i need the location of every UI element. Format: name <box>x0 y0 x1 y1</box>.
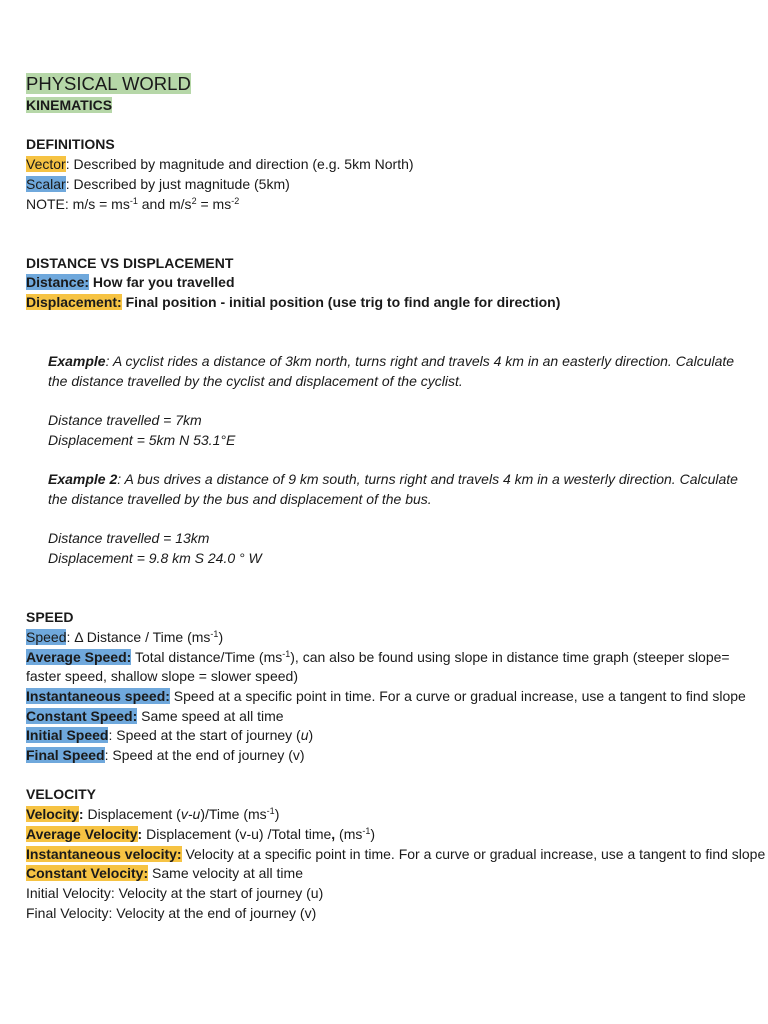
final-speed-term: Final Speed <box>26 747 105 764</box>
initial-velocity-definition: Initial Velocity: Velocity at the start of journey (u) <box>26 885 324 901</box>
note-superscript: -1 <box>129 195 138 206</box>
final-velocity-definition: Final Velocity: Velocity at the end of journey (v) <box>26 904 317 921</box>
page-subtitle-text: KINEMATICS <box>26 97 113 113</box>
velocity-superscript: -1 <box>266 806 275 817</box>
vector-text: : Described by magnitude and direction (e.g. 5km North) <box>65 156 414 173</box>
example-2-answer-displacement: Displacement = 9.8 km S 24.0 ° W <box>48 550 262 567</box>
constant-speed-term: Constant Speed: <box>26 707 138 724</box>
definitions-heading: DEFINITIONS <box>26 136 115 153</box>
velocity-variable: v-u <box>180 806 201 823</box>
example-1-text: : A cyclist rides a distance of 3km north, turns right and travels 4 km in an easterly direction. Calculate the distance travelled by the cyclist and displacement of the cyclist. <box>48 353 735 389</box>
average-speed-superscript: -1 <box>282 648 291 659</box>
note-superscript: 2 <box>191 195 197 206</box>
displacement-text: Final position - initial position (use trig to find angle for direction) <box>121 294 561 310</box>
distance-heading: DISTANCE VS DISPLACEMENT <box>26 254 234 271</box>
instantaneous-velocity-term: Instantaneous velocity: <box>26 845 182 862</box>
distance-definition <box>26 273 756 293</box>
average-velocity-definition <box>26 825 756 845</box>
example-2-label: Example 2 <box>48 471 118 488</box>
average-speed-term: Average Speed: <box>26 648 132 665</box>
note-part: and m/s <box>137 195 192 212</box>
constant-speed-text: Same speed at all time <box>137 707 284 724</box>
average-speed-definition <box>26 648 756 668</box>
average-speed-definition-line-2: faster speed, shallow slope = slower speed) <box>26 668 298 685</box>
scalar-text: : Described by just magnitude (5km) <box>65 175 290 192</box>
initial-speed-text: : Speed at the start of journey ( <box>108 727 301 744</box>
instantaneous-velocity-text: Velocity at a specific point in time. For a curve or gradual increase, use a tangent to find slope <box>181 845 766 862</box>
displacement-term: Displacement: <box>26 294 122 310</box>
velocity-term: Velocity <box>26 806 79 823</box>
example-2-answer-distance: Distance travelled = 13km <box>48 530 210 547</box>
displacement-definition <box>26 293 756 313</box>
speed-definition <box>26 628 756 648</box>
final-speed-text: : Speed at the end of journey (v) <box>104 747 305 764</box>
distance-term: Distance: <box>26 274 90 291</box>
speed-text: : Δ Distance / Time (ms <box>66 628 211 645</box>
note-part: NOTE: m/s = ms <box>26 195 130 212</box>
average-velocity-superscript: -1 <box>362 825 371 836</box>
initial-speed-variable: u <box>300 727 309 744</box>
page-subtitle <box>26 96 756 116</box>
average-speed-text: Total distance/Time (ms <box>131 648 283 665</box>
example-2-text: : A bus drives a distance of 9 km south, turns right and travels 4 km in a westerly direction. Calculate the distance travelled by the bus and displacement of the bus. <box>48 471 738 507</box>
average-velocity-text: Displacement (v-u) /Total time <box>142 825 332 842</box>
constant-speed-definition <box>26 707 756 727</box>
example-1-answer-displacement: Displacement = 5km N 53.1°E <box>48 431 236 448</box>
average-velocity-unit: (ms <box>335 825 363 842</box>
constant-velocity-text: Same velocity at all time <box>148 865 303 882</box>
units-note <box>26 195 756 215</box>
constant-velocity-term: Constant Velocity: <box>26 865 149 882</box>
example-1-label: Example <box>48 353 106 370</box>
page-title-text: PHYSICAL WORLD <box>26 73 191 94</box>
speed-text-close: ) <box>218 628 224 645</box>
velocity-text-continued: )/Time (ms <box>200 806 267 823</box>
velocity-heading: VELOCITY <box>26 786 97 803</box>
distance-text: How far you travelled <box>89 274 235 291</box>
scalar-term: Scalar <box>26 175 66 192</box>
final-speed-definition <box>26 746 756 766</box>
example-1-question <box>26 352 756 391</box>
initial-speed-definition <box>26 726 756 746</box>
instantaneous-speed-term: Instantaneous speed: <box>26 687 170 704</box>
constant-velocity-definition <box>26 864 756 884</box>
speed-term: Speed <box>26 628 67 645</box>
velocity-colon: : <box>78 806 84 823</box>
instantaneous-velocity-definition <box>26 845 766 865</box>
vector-definition <box>26 155 756 175</box>
example-1-answer-distance: Distance travelled = 7km <box>48 412 202 429</box>
average-velocity-comma: , <box>331 825 336 842</box>
note-part: = ms <box>196 195 232 212</box>
initial-speed-term: Initial Speed <box>26 727 109 744</box>
example-2-question <box>26 470 756 509</box>
scalar-definition <box>26 175 756 195</box>
average-velocity-colon: : <box>137 825 143 842</box>
instantaneous-speed-definition <box>26 687 756 707</box>
average-velocity-term: Average Velocity <box>26 825 138 842</box>
note-superscript: -2 <box>231 195 240 206</box>
velocity-definition <box>26 805 756 825</box>
average-speed-text-continued: ), can also be found using slope in distance time graph (steeper slope= <box>290 648 730 665</box>
speed-superscript: -1 <box>210 628 219 639</box>
velocity-close: ) <box>274 806 280 823</box>
speed-heading: SPEED <box>26 609 74 626</box>
average-velocity-close: ) <box>370 825 376 842</box>
instantaneous-speed-text: Speed at a specific point in time. For a curve or gradual increase, use a tangent to find slope <box>169 687 746 704</box>
page-title <box>26 72 756 96</box>
document-page <box>26 72 766 923</box>
velocity-text: Displacement ( <box>83 806 181 823</box>
initial-speed-close: ) <box>308 727 314 744</box>
vector-term: Vector <box>26 156 66 173</box>
